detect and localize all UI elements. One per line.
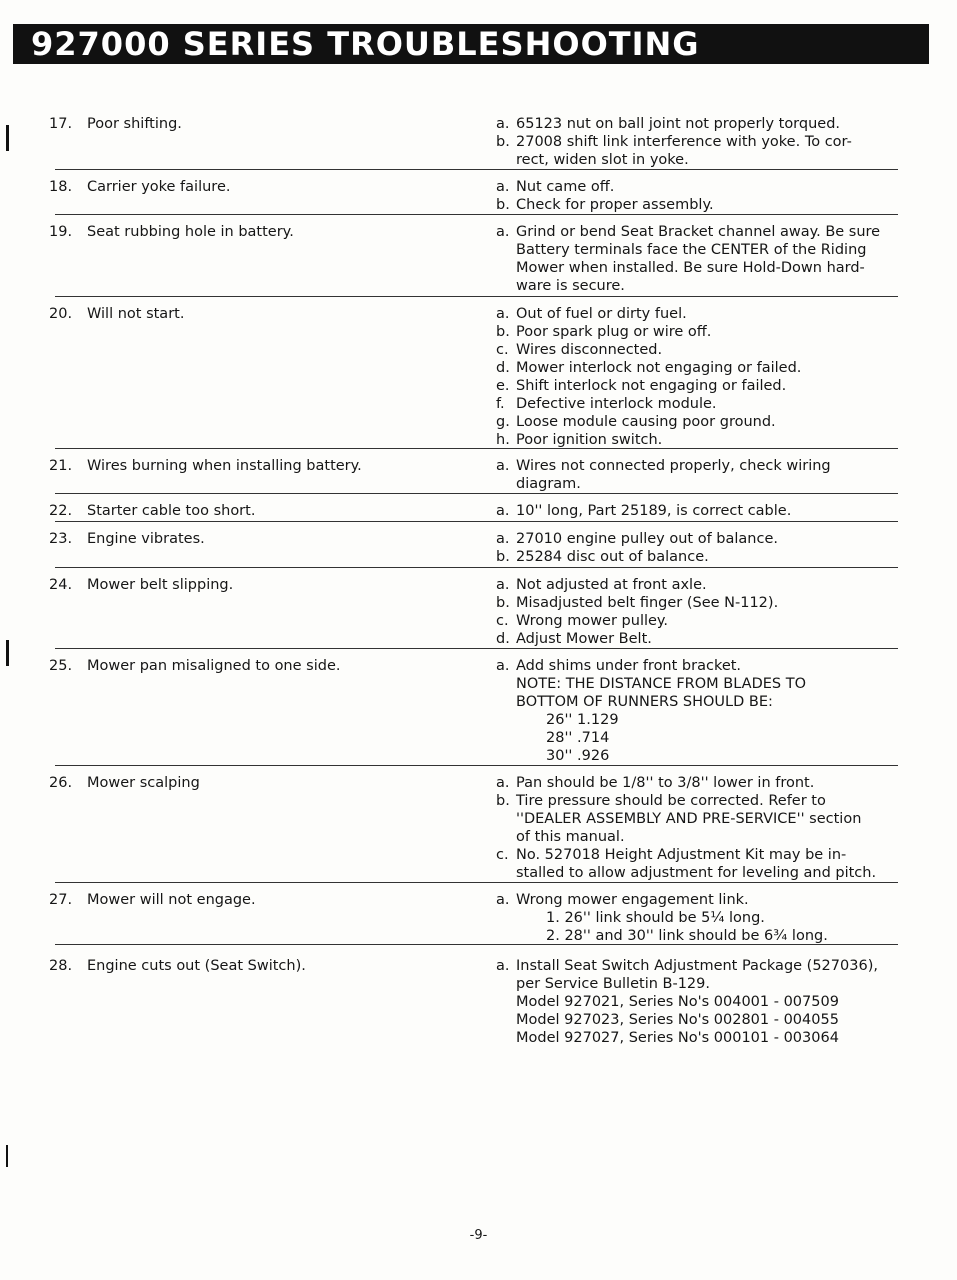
solution-line bbox=[496, 909, 916, 927]
solution-letter: a. bbox=[496, 503, 510, 519]
solution-line bbox=[496, 413, 916, 431]
row-divider bbox=[55, 493, 898, 494]
solution-letter: a. bbox=[496, 179, 510, 195]
problem-text: Mower scalping bbox=[87, 775, 200, 791]
problem-text: Mower pan misaligned to one side. bbox=[87, 658, 341, 674]
solution-line bbox=[496, 792, 916, 810]
problem-cell bbox=[49, 891, 256, 909]
problem-cell bbox=[49, 957, 306, 975]
solution-line bbox=[496, 178, 916, 196]
solution-line bbox=[496, 530, 916, 548]
solution-line bbox=[496, 475, 916, 493]
solution-letter: a. bbox=[496, 775, 510, 791]
solution-text: 1. 26'' link should be 5¼ long. bbox=[546, 910, 765, 926]
solution-text: Nut came off. bbox=[516, 179, 615, 195]
solution-letter: a. bbox=[496, 224, 510, 240]
page-title: 927000 SERIES TROUBLESHOOTING bbox=[31, 25, 700, 63]
solution-line bbox=[496, 576, 916, 594]
solution-letter: f. bbox=[496, 396, 505, 412]
solution-text: stalled to allow adjustment for leveling and pitch. bbox=[516, 865, 877, 881]
solution-text: Model 927027, Series No's 000101 - 003064 bbox=[516, 1030, 839, 1046]
problem-number: 20. bbox=[49, 306, 73, 322]
solution-text: Defective interlock module. bbox=[516, 396, 717, 412]
problem-number: 25. bbox=[49, 658, 73, 674]
solution-line bbox=[496, 711, 916, 729]
solution-text: Out of fuel or dirty fuel. bbox=[516, 306, 687, 322]
problem-number: 21. bbox=[49, 458, 73, 474]
solution-cell bbox=[496, 576, 916, 648]
solution-cell bbox=[496, 891, 916, 945]
solution-line bbox=[496, 1029, 916, 1047]
solution-text: of this manual. bbox=[516, 829, 625, 845]
solution-cell bbox=[496, 305, 916, 449]
solution-text: 27010 engine pulley out of balance. bbox=[516, 531, 778, 547]
solution-line bbox=[496, 957, 916, 975]
row-divider bbox=[55, 448, 898, 449]
problem-cell bbox=[49, 223, 294, 241]
solution-letter: b. bbox=[496, 793, 510, 809]
solution-text: rect, widen slot in yoke. bbox=[516, 152, 689, 168]
solution-text: ''DEALER ASSEMBLY AND PRE-SERVICE'' section bbox=[516, 811, 862, 827]
problem-cell bbox=[49, 115, 182, 133]
row-divider bbox=[55, 944, 898, 945]
solution-text: Poor spark plug or wire off. bbox=[516, 324, 712, 340]
solution-text: Grind or bend Seat Bracket channel away. Be sure bbox=[516, 224, 881, 240]
problem-text: Engine vibrates. bbox=[87, 531, 205, 547]
solution-letter: c. bbox=[496, 847, 509, 863]
problem-number: 18. bbox=[49, 179, 73, 195]
solution-line bbox=[496, 241, 916, 259]
solution-text: Mower interlock not engaging or failed. bbox=[516, 360, 802, 376]
solution-text: 65123 nut on ball joint not properly torqued. bbox=[516, 116, 841, 132]
solution-line bbox=[496, 259, 916, 277]
row-divider bbox=[55, 882, 898, 883]
solution-line bbox=[496, 341, 916, 359]
solution-line bbox=[496, 891, 916, 909]
solution-cell bbox=[496, 957, 916, 1047]
solution-line bbox=[496, 277, 916, 295]
solution-text: ware is secure. bbox=[516, 278, 625, 294]
problem-number: 27. bbox=[49, 892, 73, 908]
solution-letter: c. bbox=[496, 613, 509, 629]
solution-line bbox=[496, 305, 916, 323]
solution-text: Shift interlock not engaging or failed. bbox=[516, 378, 787, 394]
problem-cell bbox=[49, 305, 184, 323]
problem-cell bbox=[49, 576, 233, 594]
solution-letter: h. bbox=[496, 432, 510, 448]
solution-line bbox=[496, 927, 916, 945]
solution-letter: b. bbox=[496, 134, 510, 150]
solution-text: Model 927023, Series No's 002801 - 004055 bbox=[516, 1012, 839, 1028]
problem-text: Mower will not engage. bbox=[87, 892, 256, 908]
page-number: -9- bbox=[469, 1228, 488, 1243]
solution-text: 27008 shift link interference with yoke. To cor- bbox=[516, 134, 852, 150]
problem-cell bbox=[49, 457, 362, 475]
row-divider bbox=[55, 296, 898, 297]
solution-letter: a. bbox=[496, 658, 510, 674]
solution-text: Wires disconnected. bbox=[516, 342, 663, 358]
solution-text: Mower when installed. Be sure Hold-Down hard- bbox=[516, 260, 865, 276]
solution-line bbox=[496, 747, 916, 765]
solution-line bbox=[496, 729, 916, 747]
solution-cell bbox=[496, 530, 916, 566]
problem-cell bbox=[49, 774, 200, 792]
problem-number: 24. bbox=[49, 577, 73, 593]
problem-text: Wires burning when installing battery. bbox=[87, 458, 362, 474]
solution-line bbox=[496, 1011, 916, 1029]
problem-text: Mower belt slipping. bbox=[87, 577, 234, 593]
solution-letter: d. bbox=[496, 360, 510, 376]
problem-cell bbox=[49, 657, 340, 675]
solution-cell bbox=[496, 657, 916, 765]
solution-line bbox=[496, 196, 916, 214]
row-divider bbox=[55, 521, 898, 522]
solution-line bbox=[496, 115, 916, 133]
solution-line bbox=[496, 975, 916, 993]
problem-text: Seat rubbing hole in battery. bbox=[87, 224, 294, 240]
problem-text: Will not start. bbox=[87, 306, 185, 322]
solution-line bbox=[496, 675, 916, 693]
solution-line bbox=[496, 395, 916, 413]
solution-text: 25284 disc out of balance. bbox=[516, 549, 709, 565]
solution-cell bbox=[496, 502, 916, 520]
solution-text: Wrong mower engagement link. bbox=[516, 892, 749, 908]
solution-letter: b. bbox=[496, 595, 510, 611]
solution-line bbox=[496, 594, 916, 612]
solution-line bbox=[496, 630, 916, 648]
problem-text: Carrier yoke failure. bbox=[87, 179, 231, 195]
solution-line bbox=[496, 993, 916, 1011]
solution-text: 10'' long, Part 25189, is correct cable. bbox=[516, 503, 792, 519]
solution-text: Pan should be 1/8'' to 3/8'' lower in front. bbox=[516, 775, 815, 791]
solution-cell bbox=[496, 115, 916, 169]
solution-text: Adjust Mower Belt. bbox=[516, 631, 652, 647]
solution-line bbox=[496, 693, 916, 711]
solution-line bbox=[496, 359, 916, 377]
solution-line bbox=[496, 223, 916, 241]
problem-cell bbox=[49, 178, 230, 196]
solution-text: 26'' 1.129 bbox=[546, 712, 619, 728]
solution-line bbox=[496, 502, 916, 520]
problem-cell bbox=[49, 502, 255, 520]
solution-text: 28'' .714 bbox=[546, 730, 610, 746]
solution-line bbox=[496, 133, 916, 151]
solution-line bbox=[496, 323, 916, 341]
solution-letter: c. bbox=[496, 342, 509, 358]
solution-text: Poor ignition switch. bbox=[516, 432, 663, 448]
solution-text: 30'' .926 bbox=[546, 748, 610, 764]
solution-letter: b. bbox=[496, 549, 510, 565]
solution-text: NOTE: THE DISTANCE FROM BLADES TO bbox=[516, 676, 806, 692]
solution-text: Not adjusted at front axle. bbox=[516, 577, 707, 593]
solution-letter: g. bbox=[496, 414, 510, 430]
row-divider bbox=[55, 648, 898, 649]
solution-text: Wires not connected properly, check wiring bbox=[516, 458, 831, 474]
solution-line bbox=[496, 377, 916, 395]
solution-letter: b. bbox=[496, 324, 510, 340]
solution-letter: a. bbox=[496, 116, 510, 132]
solution-text: Add shims under front bracket. bbox=[516, 658, 742, 674]
solution-text: BOTTOM OF RUNNERS SHOULD BE: bbox=[516, 694, 773, 710]
solution-text: Install Seat Switch Adjustment Package (527036), bbox=[516, 958, 878, 974]
solution-line bbox=[496, 864, 916, 882]
solution-letter: a. bbox=[496, 892, 510, 908]
problem-number: 22. bbox=[49, 503, 73, 519]
solution-line bbox=[496, 457, 916, 475]
solution-text: diagram. bbox=[516, 476, 581, 492]
problem-text: Engine cuts out (Seat Switch). bbox=[87, 958, 306, 974]
solution-cell bbox=[496, 774, 916, 882]
problem-text: Starter cable too short. bbox=[87, 503, 256, 519]
solution-text: Battery terminals face the CENTER of the Riding bbox=[516, 242, 867, 258]
solution-text: per Service Bulletin B-129. bbox=[516, 976, 710, 992]
solution-text: No. 527018 Height Adjustment Kit may be in- bbox=[516, 847, 847, 863]
solution-letter: a. bbox=[496, 958, 510, 974]
solution-text: Misadjusted belt finger (See N-112). bbox=[516, 595, 779, 611]
row-divider bbox=[55, 169, 898, 170]
solution-line bbox=[496, 151, 916, 169]
solution-letter: a. bbox=[496, 458, 510, 474]
problem-number: 26. bbox=[49, 775, 73, 791]
solution-cell bbox=[496, 223, 916, 295]
solution-line bbox=[496, 828, 916, 846]
solution-line bbox=[496, 431, 916, 449]
solution-line bbox=[496, 612, 916, 630]
solution-text: Loose module causing poor ground. bbox=[516, 414, 776, 430]
solution-line bbox=[496, 846, 916, 864]
solution-text: Wrong mower pulley. bbox=[516, 613, 669, 629]
solution-text: 2. 28'' and 30'' link should be 6¾ long. bbox=[546, 928, 828, 944]
solution-letter: a. bbox=[496, 577, 510, 593]
solution-line bbox=[496, 548, 916, 566]
row-divider bbox=[55, 765, 898, 766]
problem-number: 28. bbox=[49, 958, 73, 974]
solution-text: Model 927021, Series No's 004001 - 007509 bbox=[516, 994, 839, 1010]
problem-number: 23. bbox=[49, 531, 73, 547]
row-divider bbox=[55, 214, 898, 215]
solution-letter: a. bbox=[496, 531, 510, 547]
solution-line bbox=[496, 774, 916, 792]
problem-cell bbox=[49, 530, 205, 548]
solution-letter: e. bbox=[496, 378, 510, 394]
row-divider bbox=[55, 567, 898, 568]
problem-number: 17. bbox=[49, 116, 73, 132]
solution-cell bbox=[496, 178, 916, 214]
solution-line bbox=[496, 657, 916, 675]
problem-text: Poor shifting. bbox=[87, 116, 182, 132]
solution-cell bbox=[496, 457, 916, 493]
solution-letter: a. bbox=[496, 306, 510, 322]
problem-number: 19. bbox=[49, 224, 73, 240]
solution-letter: b. bbox=[496, 197, 510, 213]
solution-letter: d. bbox=[496, 631, 510, 647]
solution-line bbox=[496, 810, 916, 828]
solution-text: Check for proper assembly. bbox=[516, 197, 714, 213]
solution-text: Tire pressure should be corrected. Refer to bbox=[516, 793, 826, 809]
